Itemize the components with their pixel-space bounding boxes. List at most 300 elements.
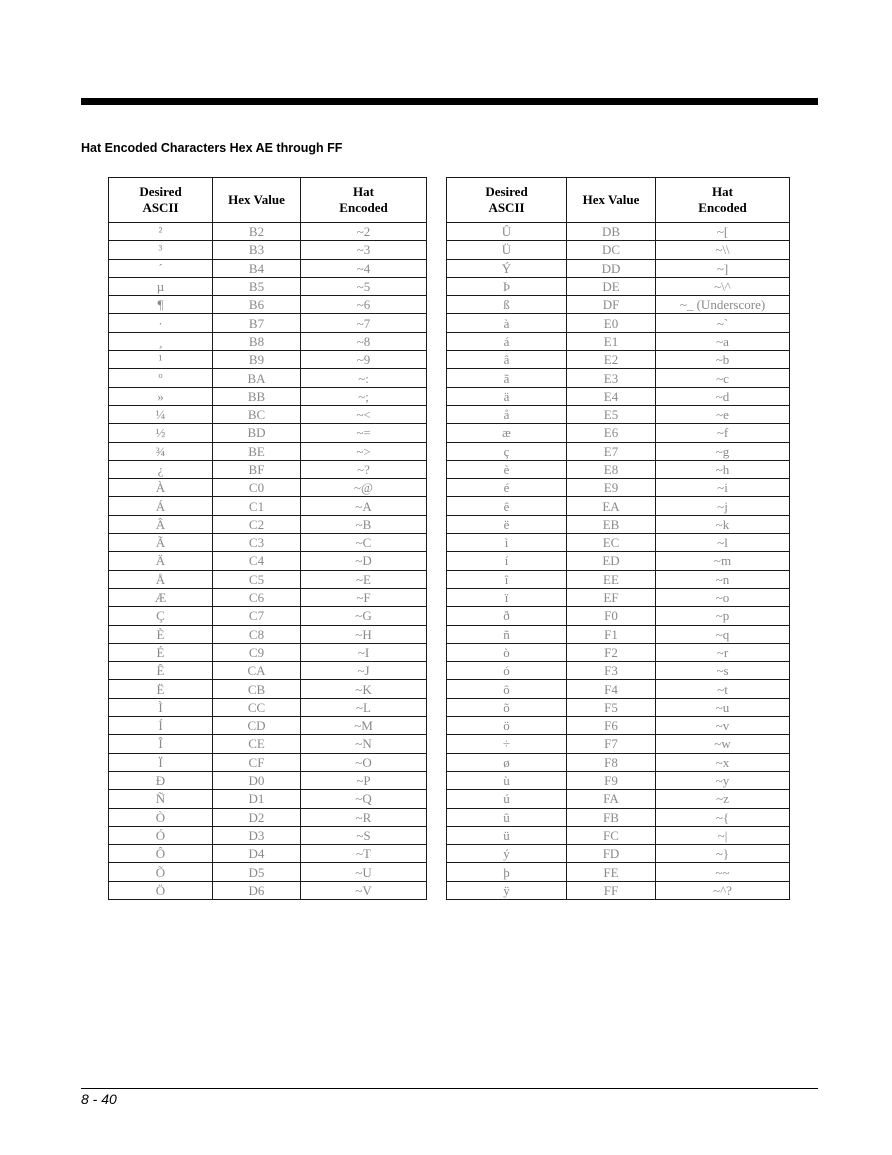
ascii-cell: ÿ [447, 881, 567, 899]
hex-cell: B9 [213, 351, 301, 369]
hat-encoded-cell: ~[ [656, 223, 790, 241]
ascii-cell: Á [109, 497, 213, 515]
table-row [109, 680, 427, 698]
hat-encoded-cell: ~q [656, 625, 790, 643]
hat-encoded-cell: ~| [656, 826, 790, 844]
hex-cell: ED [567, 552, 656, 570]
hex-cell: EC [567, 534, 656, 552]
table-row [447, 735, 790, 753]
table-row [447, 826, 790, 844]
hex-cell: EA [567, 497, 656, 515]
hat-table-left [108, 177, 427, 900]
hex-cell: F4 [567, 680, 656, 698]
table-row [109, 863, 427, 881]
table-row [109, 662, 427, 680]
hex-cell: E6 [567, 424, 656, 442]
table-row [109, 387, 427, 405]
hex-cell: C6 [213, 588, 301, 606]
hex-cell: FD [567, 845, 656, 863]
hat-encoded-cell: ~l [656, 534, 790, 552]
table-row [109, 570, 427, 588]
ascii-cell: ñ [447, 625, 567, 643]
table-row [109, 296, 427, 314]
hex-cell: BA [213, 369, 301, 387]
hat-encoded-cell: ~? [301, 460, 427, 478]
hat-encoded-cell: ~v [656, 717, 790, 735]
hex-cell: C7 [213, 607, 301, 625]
hex-cell: C2 [213, 515, 301, 533]
hex-cell: E4 [567, 387, 656, 405]
hat-encoded-cell: ~o [656, 588, 790, 606]
table-row [447, 534, 790, 552]
hex-cell: D6 [213, 881, 301, 899]
ascii-cell: Í [109, 717, 213, 735]
ascii-cell: Ä [109, 552, 213, 570]
table-row [109, 369, 427, 387]
table-row [447, 588, 790, 606]
ascii-cell: · [109, 314, 213, 332]
hat-encoded-cell: ~G [301, 607, 427, 625]
ascii-cell: Ö [109, 881, 213, 899]
table-body-right [447, 223, 790, 900]
ascii-cell: ý [447, 845, 567, 863]
ascii-cell: î [447, 570, 567, 588]
table-row [447, 259, 790, 277]
hat-encoded-cell: ~7 [301, 314, 427, 332]
ascii-cell: Ì [109, 698, 213, 716]
hex-cell: D0 [213, 771, 301, 789]
hex-cell: F2 [567, 643, 656, 661]
hat-encoded-cell: ~@ [301, 479, 427, 497]
hat-encoded-cell: ~4 [301, 259, 427, 277]
table-row [109, 625, 427, 643]
hex-cell: DD [567, 259, 656, 277]
ascii-cell: à [447, 314, 567, 332]
hat-encoded-cell: ~U [301, 863, 427, 881]
table-row [109, 717, 427, 735]
ascii-cell: Õ [109, 863, 213, 881]
table-row [109, 460, 427, 478]
ascii-cell: Ô [109, 845, 213, 863]
hat-encoded-cell: ~; [301, 387, 427, 405]
table-row [109, 351, 427, 369]
hat-encoded-cell: ~O [301, 753, 427, 771]
hex-cell: CA [213, 662, 301, 680]
table-row [109, 643, 427, 661]
hat-encoded-cell: ~i [656, 479, 790, 497]
hat-encoded-cell: ~3 [301, 241, 427, 259]
table-row [447, 479, 790, 497]
ascii-cell: ø [447, 753, 567, 771]
table-row [447, 332, 790, 350]
ascii-cell: ½ [109, 424, 213, 442]
hat-encoded-cell: ~2 [301, 223, 427, 241]
ascii-cell: Î [109, 735, 213, 753]
ascii-cell: É [109, 643, 213, 661]
table-row [109, 515, 427, 533]
hex-cell: E1 [567, 332, 656, 350]
table-row [447, 442, 790, 460]
hex-cell: D3 [213, 826, 301, 844]
header-row [447, 178, 790, 223]
header-hex: Hex Value [567, 178, 656, 223]
ascii-cell: Ó [109, 826, 213, 844]
hat-encoded-cell: ~{ [656, 808, 790, 826]
hat-encoded-cell: ~V [301, 881, 427, 899]
hat-encoded-cell: ~< [301, 405, 427, 423]
hat-encoded-cell: ~^? [656, 881, 790, 899]
hex-cell: F3 [567, 662, 656, 680]
table-row [447, 863, 790, 881]
hex-cell: F5 [567, 698, 656, 716]
ascii-cell: Ü [447, 241, 567, 259]
hex-cell: F7 [567, 735, 656, 753]
ascii-cell: ç [447, 442, 567, 460]
hat-encoded-cell: ~A [301, 497, 427, 515]
table-row [109, 698, 427, 716]
hat-encoded-cell: ~x [656, 753, 790, 771]
hat-encoded-cell: ~` [656, 314, 790, 332]
table-row [109, 552, 427, 570]
hat-encoded-cell: ~j [656, 497, 790, 515]
hex-cell: CF [213, 753, 301, 771]
hat-encoded-cell: ~8 [301, 332, 427, 350]
hat-encoded-cell: ~\\ [656, 241, 790, 259]
ascii-cell: ð [447, 607, 567, 625]
ascii-cell: ´ [109, 259, 213, 277]
ascii-cell: Ê [109, 662, 213, 680]
hex-cell: D1 [213, 790, 301, 808]
ascii-cell: ¶ [109, 296, 213, 314]
hat-encoded-cell: ~y [656, 771, 790, 789]
hex-cell: FE [567, 863, 656, 881]
hex-cell: C1 [213, 497, 301, 515]
ascii-cell: Þ [447, 277, 567, 295]
hat-encoded-cell: ~} [656, 845, 790, 863]
hex-cell: FF [567, 881, 656, 899]
table-row [109, 607, 427, 625]
table-row [447, 698, 790, 716]
hex-cell: FC [567, 826, 656, 844]
table-row [447, 625, 790, 643]
ascii-cell: Å [109, 570, 213, 588]
hex-cell: EF [567, 588, 656, 606]
table-row [109, 424, 427, 442]
table-row [109, 479, 427, 497]
ascii-cell: Ò [109, 808, 213, 826]
hat-encoded-cell: ~S [301, 826, 427, 844]
hex-cell: D2 [213, 808, 301, 826]
hat-encoded-cell: ~T [301, 845, 427, 863]
table-row [447, 790, 790, 808]
hex-cell: F8 [567, 753, 656, 771]
hat-encoded-cell: ~6 [301, 296, 427, 314]
table-row [109, 405, 427, 423]
hat-encoded-cell: ~> [301, 442, 427, 460]
ascii-cell: Ð [109, 771, 213, 789]
table-row [447, 314, 790, 332]
hat-encoded-cell: ~m [656, 552, 790, 570]
hat-encoded-cell: ~5 [301, 277, 427, 295]
hat-encoded-cell: ~b [656, 351, 790, 369]
table-row [447, 808, 790, 826]
ascii-cell: ú [447, 790, 567, 808]
hat-encoded-cell: ~M [301, 717, 427, 735]
ascii-cell: Ç [109, 607, 213, 625]
ascii-cell: ã [447, 369, 567, 387]
hex-cell: C5 [213, 570, 301, 588]
hex-cell: DC [567, 241, 656, 259]
ascii-cell: ì [447, 534, 567, 552]
ascii-cell: ¸ [109, 332, 213, 350]
hat-encoded-cell: ~h [656, 460, 790, 478]
ascii-cell: » [109, 387, 213, 405]
hex-cell: CB [213, 680, 301, 698]
hex-cell: C8 [213, 625, 301, 643]
table-row [109, 534, 427, 552]
ascii-cell: Ã [109, 534, 213, 552]
ascii-cell: í [447, 552, 567, 570]
hex-cell: D5 [213, 863, 301, 881]
hat-encoded-cell: ~\^ [656, 277, 790, 295]
section-title: Hat Encoded Characters Hex AE through FF [81, 141, 343, 155]
hex-cell: DE [567, 277, 656, 295]
ascii-cell: á [447, 332, 567, 350]
ascii-cell: µ [109, 277, 213, 295]
header-hat: Hat Encoded [656, 178, 790, 223]
hex-cell: B2 [213, 223, 301, 241]
ascii-cell: Ñ [109, 790, 213, 808]
ascii-cell: ó [447, 662, 567, 680]
ascii-cell: ³ [109, 241, 213, 259]
ascii-cell: Û [447, 223, 567, 241]
hex-cell: BD [213, 424, 301, 442]
ascii-cell: þ [447, 863, 567, 881]
hex-cell: BF [213, 460, 301, 478]
table-row [447, 277, 790, 295]
table-row [447, 717, 790, 735]
hat-encoded-cell: ~N [301, 735, 427, 753]
hex-cell: F9 [567, 771, 656, 789]
table-row [109, 259, 427, 277]
hex-cell: B4 [213, 259, 301, 277]
hex-cell: D4 [213, 845, 301, 863]
hex-cell: BC [213, 405, 301, 423]
table-row [109, 845, 427, 863]
ascii-cell: é [447, 479, 567, 497]
table-row [447, 662, 790, 680]
hat-encoded-cell: ~w [656, 735, 790, 753]
ascii-cell: ï [447, 588, 567, 606]
hex-cell: B5 [213, 277, 301, 295]
table-row [447, 405, 790, 423]
table-body-left [109, 223, 427, 900]
hat-encoded-cell: ~e [656, 405, 790, 423]
hat-encoded-cell: ~s [656, 662, 790, 680]
table-row [447, 369, 790, 387]
header-hex: Hex Value [213, 178, 301, 223]
hat-encoded-cell: ~r [656, 643, 790, 661]
ascii-cell: ê [447, 497, 567, 515]
table-row [109, 223, 427, 241]
table-row [109, 735, 427, 753]
hex-cell: BE [213, 442, 301, 460]
ascii-cell: ¾ [109, 442, 213, 460]
hex-cell: C4 [213, 552, 301, 570]
hex-cell: E8 [567, 460, 656, 478]
ascii-cell: Ï [109, 753, 213, 771]
hex-cell: DF [567, 296, 656, 314]
ascii-cell: Æ [109, 588, 213, 606]
hex-cell: E2 [567, 351, 656, 369]
table-row [109, 588, 427, 606]
table-row [447, 515, 790, 533]
hat-encoded-cell: ~k [656, 515, 790, 533]
ascii-cell: ë [447, 515, 567, 533]
hat-encoded-cell: ~: [301, 369, 427, 387]
ascii-cell: ü [447, 826, 567, 844]
hex-cell: B3 [213, 241, 301, 259]
table-row [447, 497, 790, 515]
hex-cell: F6 [567, 717, 656, 735]
hex-cell: C9 [213, 643, 301, 661]
table-row [109, 790, 427, 808]
hat-encoded-cell: ~d [656, 387, 790, 405]
table-row [447, 552, 790, 570]
ascii-cell: ä [447, 387, 567, 405]
table-row [447, 460, 790, 478]
table-row [447, 351, 790, 369]
table-row [447, 881, 790, 899]
ascii-cell: ù [447, 771, 567, 789]
hat-encoded-cell: ~~ [656, 863, 790, 881]
table-row [447, 223, 790, 241]
hat-encoded-cell: ~Q [301, 790, 427, 808]
hat-encoded-cell: ~K [301, 680, 427, 698]
table-row [447, 643, 790, 661]
hex-cell: B8 [213, 332, 301, 350]
ascii-cell: ÷ [447, 735, 567, 753]
hex-cell: B7 [213, 314, 301, 332]
hat-encoded-cell: ~D [301, 552, 427, 570]
hat-encoded-cell: ~R [301, 808, 427, 826]
hat-encoded-cell: ~9 [301, 351, 427, 369]
hat-encoded-cell: ~t [656, 680, 790, 698]
ascii-cell: À [109, 479, 213, 497]
hex-cell: E0 [567, 314, 656, 332]
ascii-cell: è [447, 460, 567, 478]
top-rule [81, 98, 818, 105]
hat-encoded-cell: ~g [656, 442, 790, 460]
hat-encoded-cell: ~u [656, 698, 790, 716]
ascii-cell: È [109, 625, 213, 643]
ascii-cell: º [109, 369, 213, 387]
header-ascii: Desired ASCII [109, 178, 213, 223]
hat-encoded-cell: ~I [301, 643, 427, 661]
hex-cell: FB [567, 808, 656, 826]
hat-encoded-cell: ~p [656, 607, 790, 625]
ascii-cell: ¿ [109, 460, 213, 478]
table-row [109, 753, 427, 771]
ascii-cell: Ý [447, 259, 567, 277]
ascii-cell: ß [447, 296, 567, 314]
ascii-cell: Â [109, 515, 213, 533]
hex-cell: F1 [567, 625, 656, 643]
page-number: 8 - 40 [81, 1091, 117, 1107]
hex-cell: C3 [213, 534, 301, 552]
ascii-cell: ² [109, 223, 213, 241]
ascii-cell: ò [447, 643, 567, 661]
header-hat: Hat Encoded [301, 178, 427, 223]
hat-encoded-cell: ~F [301, 588, 427, 606]
hat-encoded-cell: ~C [301, 534, 427, 552]
ascii-cell: å [447, 405, 567, 423]
hex-cell: FA [567, 790, 656, 808]
table-row [447, 753, 790, 771]
hat-encoded-cell: ~B [301, 515, 427, 533]
header-ascii: Desired ASCII [447, 178, 567, 223]
hat-encoded-cell: ~H [301, 625, 427, 643]
hat-encoded-cell: ~z [656, 790, 790, 808]
hat-encoded-cell: ~_ (Underscore) [656, 296, 790, 314]
hat-encoded-cell: ~J [301, 662, 427, 680]
hex-cell: DB [567, 223, 656, 241]
hex-cell: F0 [567, 607, 656, 625]
table-row [447, 680, 790, 698]
ascii-cell: õ [447, 698, 567, 716]
hat-encoded-cell: ~] [656, 259, 790, 277]
ascii-cell: ô [447, 680, 567, 698]
hex-cell: BB [213, 387, 301, 405]
table-row [447, 241, 790, 259]
table-row [109, 314, 427, 332]
table-row [109, 241, 427, 259]
ascii-cell: ¹ [109, 351, 213, 369]
hex-cell: E3 [567, 369, 656, 387]
ascii-cell: ö [447, 717, 567, 735]
hat-encoded-cell: ~a [656, 332, 790, 350]
table-row [447, 607, 790, 625]
hat-encoded-cell: ~n [656, 570, 790, 588]
table-row [109, 826, 427, 844]
table-row [447, 424, 790, 442]
table-row [447, 570, 790, 588]
table-row [109, 332, 427, 350]
hex-cell: E7 [567, 442, 656, 460]
hat-encoded-cell: ~f [656, 424, 790, 442]
hat-encoded-cell: ~= [301, 424, 427, 442]
hat-encoded-cell: ~L [301, 698, 427, 716]
table-row [109, 808, 427, 826]
hex-cell: E9 [567, 479, 656, 497]
hex-cell: C0 [213, 479, 301, 497]
table-row [447, 296, 790, 314]
table-row [109, 277, 427, 295]
hat-encoded-cell: ~c [656, 369, 790, 387]
table-row [109, 442, 427, 460]
table-row [447, 845, 790, 863]
table-row [447, 387, 790, 405]
header-row [109, 178, 427, 223]
hat-encoded-cell: ~P [301, 771, 427, 789]
hat-encoded-cell: ~E [301, 570, 427, 588]
ascii-cell: û [447, 808, 567, 826]
hex-cell: CC [213, 698, 301, 716]
table-row [447, 771, 790, 789]
ascii-cell: ¼ [109, 405, 213, 423]
hat-table-right [446, 177, 790, 900]
table-row [109, 497, 427, 515]
